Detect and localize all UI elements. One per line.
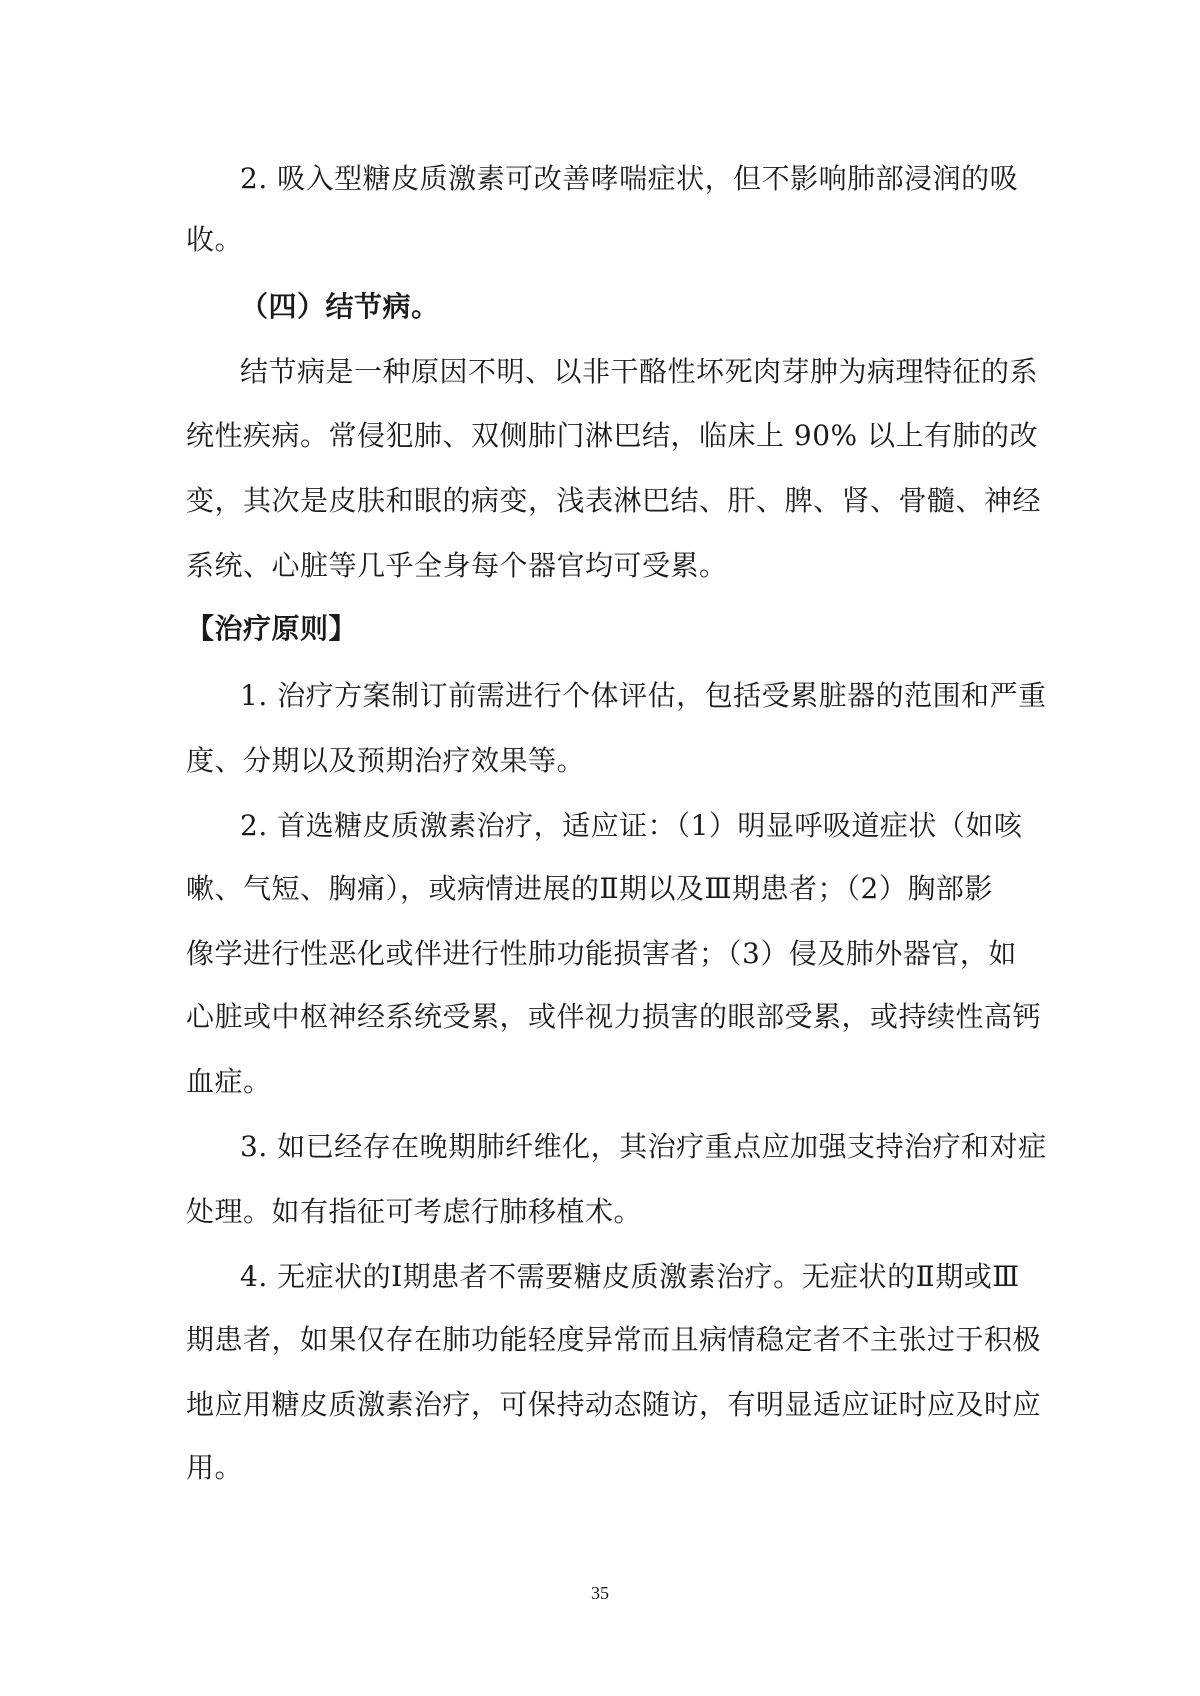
page-number: 35 xyxy=(591,1583,609,1603)
section-heading: （四）结节病。 xyxy=(240,290,440,323)
item-1-line-2: 度、分期以及预期治疗效果等。 xyxy=(186,744,586,777)
item-1-line-1: 1. 治疗方案制订前需进行个体评估，包括受累脏器的范围和严重 xyxy=(240,679,1047,712)
paragraph-2-line-3: 变，其次是皮肤和眼的病变，浅表淋巴结、肝、脾、肾、骨髓、神经 xyxy=(186,484,1042,517)
item-4-line-1: 4. 无症状的Ⅰ期患者不需要糖皮质激素治疗。无症状的Ⅱ期或Ⅲ xyxy=(240,1260,1020,1293)
item-3-line-1: 3. 如已经存在晚期肺纤维化，其治疗重点应加强支持治疗和对症 xyxy=(240,1130,1047,1163)
item-2-line-3: 像学进行性恶化或伴进行性肺功能损害者；（3）侵及肺外器官，如 xyxy=(186,937,1017,970)
item-4-line-4: 用。 xyxy=(186,1451,244,1484)
item-2-line-1: 2. 首选糖皮质激素治疗，适应证：（1）明显呼吸道症状（如咳 xyxy=(240,809,1023,842)
item-2-line-5: 血症。 xyxy=(186,1065,272,1098)
item-4-line-2: 期患者，如果仅存在肺功能轻度异常而且病情稳定者不主张过于积极 xyxy=(186,1323,1042,1356)
paragraph-1-line-2: 收。 xyxy=(186,223,244,256)
item-2-line-2: 嗽、气短、胸痛），或病情进展的Ⅱ期以及Ⅲ期患者；（2）胸部影 xyxy=(186,872,993,905)
treatment-heading: 【治疗原则】 xyxy=(186,612,358,645)
paragraph-1-line-1: 2. 吸入型糖皮质激素可改善哮喘症状，但不影响肺部浸润的吸 xyxy=(240,162,1019,195)
item-2-line-4: 心脏或中枢神经系统受累，或伴视力损害的眼部受累，或持续性高钙 xyxy=(186,1000,1042,1033)
item-3-line-2: 处理。如有指征可考虑行肺移植术。 xyxy=(186,1195,643,1228)
item-4-line-3: 地应用糖皮质激素治疗，可保持动态随访，有明显适应证时应及时应 xyxy=(186,1388,1042,1421)
paragraph-2-line-4: 系统、心脏等几乎全身每个器官均可受累。 xyxy=(186,549,728,582)
paragraph-2-line-2: 统性疾病。常侵犯肺、双侧肺门淋巴结，临床上 90% 以上有肺的改 xyxy=(186,419,1039,452)
paragraph-2-line-1: 结节病是一种原因不明、以非干酪性坏死肉芽肿为病理特征的系 xyxy=(240,355,1039,388)
